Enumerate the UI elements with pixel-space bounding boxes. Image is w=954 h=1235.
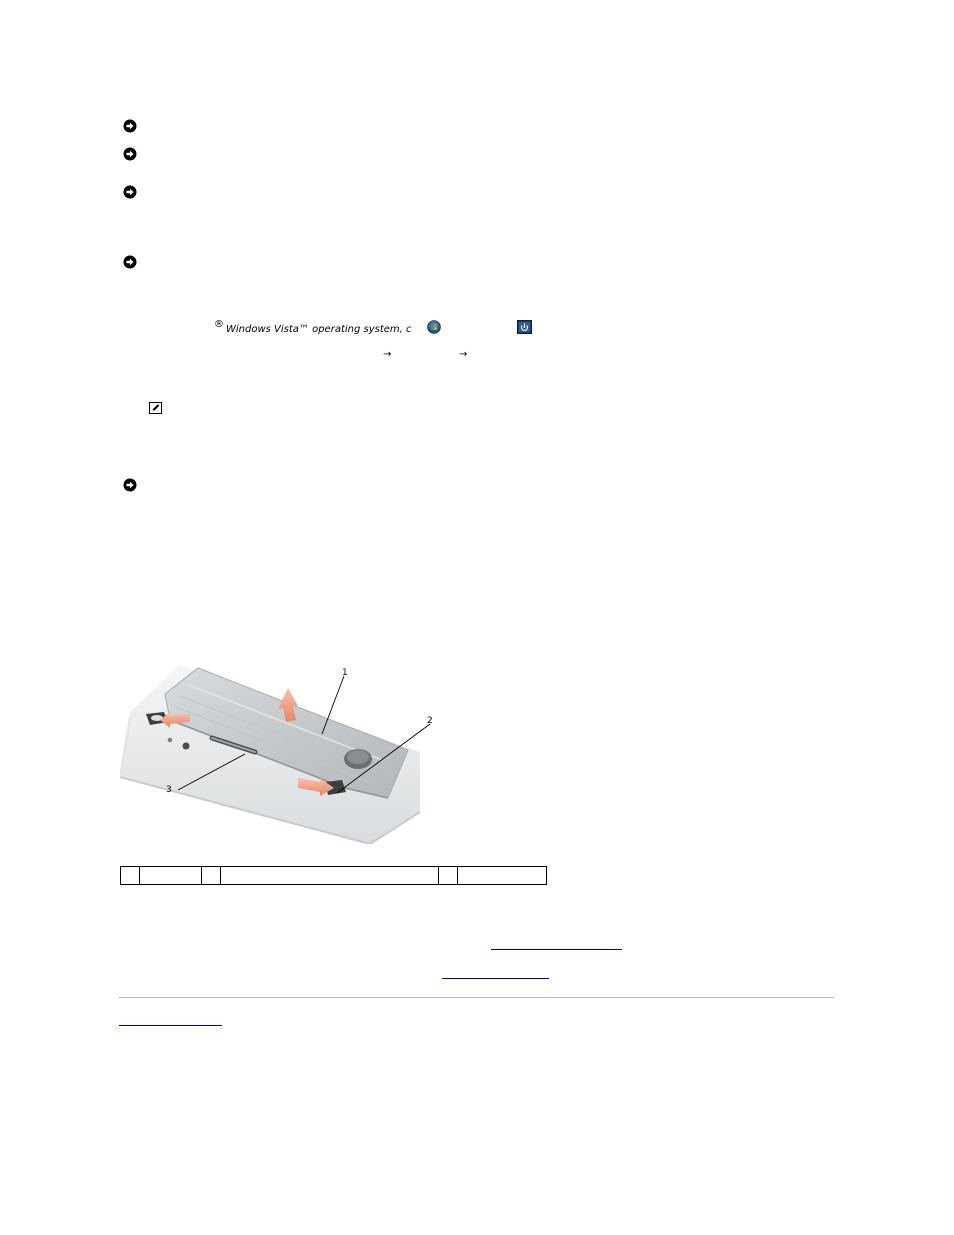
table-cell bbox=[202, 867, 221, 885]
callout-table bbox=[120, 866, 547, 885]
table-cell bbox=[439, 867, 458, 885]
menu-path-arrow: → bbox=[383, 349, 392, 360]
table-cell bbox=[121, 867, 140, 885]
table-row bbox=[121, 867, 547, 885]
callout-2: 2 bbox=[427, 716, 433, 726]
table-cell bbox=[221, 867, 439, 885]
callout-3: 3 bbox=[166, 785, 172, 795]
registered-mark: ® bbox=[214, 319, 224, 330]
table-cell bbox=[458, 867, 547, 885]
pencil-note-icon bbox=[149, 402, 162, 414]
back-to-contents-link[interactable] bbox=[119, 1025, 222, 1026]
os-note-text: Windows Vista™ operating system, c bbox=[226, 324, 412, 335]
notice-icon bbox=[123, 185, 137, 199]
battery-removal-illustration bbox=[120, 662, 440, 844]
callout-1: 1 bbox=[342, 668, 348, 678]
cross-reference-link[interactable] bbox=[491, 949, 622, 950]
cross-reference-link[interactable] bbox=[442, 978, 549, 979]
section-divider bbox=[119, 997, 834, 998]
notice-icon bbox=[123, 478, 137, 492]
menu-path-arrow: → bbox=[459, 349, 468, 360]
notice-icon bbox=[123, 255, 137, 269]
table-cell bbox=[140, 867, 202, 885]
notice-icon bbox=[123, 147, 137, 161]
power-options-icon bbox=[517, 320, 532, 334]
notice-icon bbox=[123, 119, 137, 133]
windows-start-icon bbox=[427, 320, 441, 334]
